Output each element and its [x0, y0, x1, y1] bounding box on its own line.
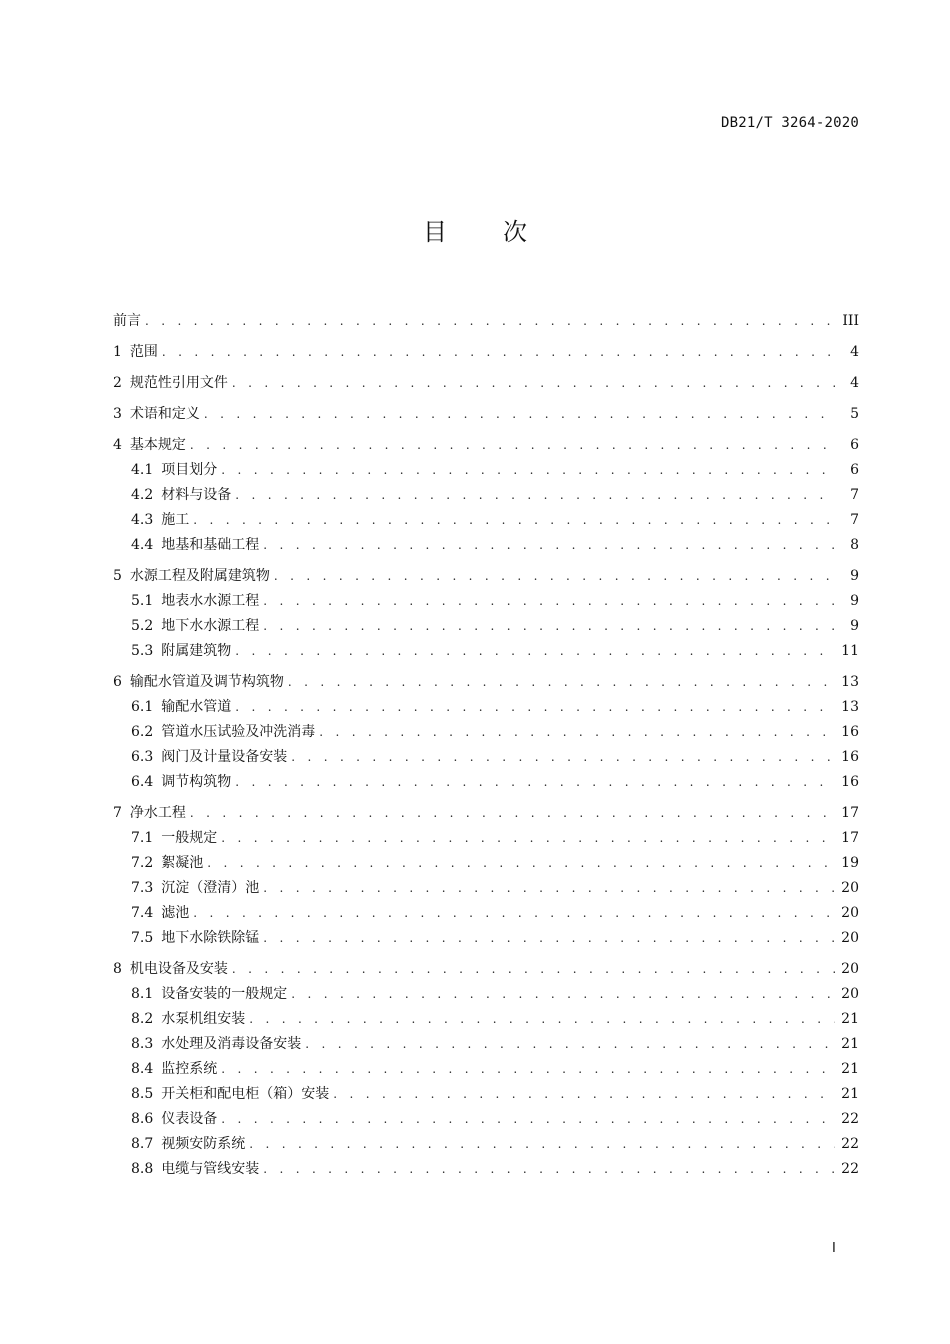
toc-entry-label: [131, 533, 263, 558]
toc-entry-page: 19: [841, 855, 859, 871]
toc-entry-number: 8.8: [131, 1161, 154, 1177]
toc-dot-leader: [263, 533, 835, 558]
toc-entry-label: [131, 851, 207, 876]
toc-entry-text: 开关柜和配电柜（箱）安装: [161, 1086, 330, 1102]
toc-entry-number: 5.2: [131, 618, 154, 634]
toc-dot-leader: [221, 1107, 835, 1132]
toc-entry[interactable]: [113, 957, 859, 982]
toc-entry-label: [131, 1107, 221, 1132]
toc-entry-page: 16: [841, 774, 859, 790]
toc-entry-number: 6: [113, 674, 122, 690]
toc-entry-text: 管道水压试验及冲洗消毒: [161, 724, 316, 740]
toc-entry-text: 调节构筑物: [161, 774, 232, 790]
toc-entry-page: 16: [841, 749, 859, 765]
toc-entry-number: 6.4: [131, 774, 154, 790]
toc-entry-label: [113, 564, 274, 589]
toc-entry[interactable]: [113, 1107, 859, 1132]
toc-entry-text: 絮凝池: [161, 855, 204, 871]
toc-entry[interactable]: [113, 508, 859, 533]
toc-entry[interactable]: [113, 720, 859, 745]
toc-dot-leader: [235, 639, 835, 664]
toc-entry-number: 7.4: [131, 905, 154, 921]
toc-dot-leader: [232, 371, 835, 396]
toc-entry-page: 22: [841, 1111, 859, 1127]
toc-entry-label: [131, 458, 221, 483]
toc-dot-leader: [190, 801, 835, 826]
toc-entry-label: [131, 745, 291, 770]
toc-entry-text: 电缆与管线安装: [161, 1161, 260, 1177]
toc-entry-text: 项目划分: [161, 462, 218, 478]
toc-entry[interactable]: [113, 1007, 859, 1032]
toc-dot-leader: [263, 876, 835, 901]
toc-dot-leader: [190, 433, 835, 458]
toc-dot-leader: [291, 982, 835, 1007]
toc-entry-label: [113, 309, 145, 334]
toc-entry-number: 7.5: [131, 930, 154, 946]
toc-entry[interactable]: [113, 801, 859, 826]
toc-entry-label: [131, 876, 263, 901]
toc-entry-number: 8: [113, 961, 122, 977]
toc-dot-leader: [291, 745, 835, 770]
toc-dot-leader: [193, 901, 835, 926]
toc-dot-leader: [193, 508, 835, 533]
toc-entry-text: 一般规定: [161, 830, 218, 846]
toc-entry-page: 20: [841, 930, 859, 946]
toc-dot-leader: [263, 589, 835, 614]
toc-entry-text: 附属建筑物: [161, 643, 232, 659]
toc-dot-leader: [232, 957, 835, 982]
toc-entry-number: 3: [113, 406, 122, 422]
toc-dot-leader: [235, 483, 835, 508]
toc-entry-number: 4.1: [131, 462, 154, 478]
toc-dot-leader: [235, 770, 835, 795]
toc-entry-text: 阀门及计量设备安装: [161, 749, 288, 765]
toc-entry[interactable]: [113, 1157, 859, 1182]
toc-dot-leader: [162, 340, 835, 365]
toc-entry-label: [113, 340, 162, 365]
toc-dot-leader: [274, 564, 835, 589]
toc-dot-leader: [333, 1082, 835, 1107]
toc-entry-page: 17: [841, 830, 859, 846]
toc-entry[interactable]: [113, 876, 859, 901]
toc-entry-page: 9: [850, 618, 859, 634]
toc-entry-label: [131, 614, 263, 639]
toc-dot-leader: [235, 695, 835, 720]
toc-entry-label: [131, 589, 263, 614]
toc-dot-leader: [207, 851, 835, 876]
toc-entry-page: 13: [841, 674, 859, 690]
toc-entry-number: 5.3: [131, 643, 154, 659]
toc-entry-text: 施工: [161, 512, 190, 528]
toc-entry-label: [131, 1082, 333, 1107]
toc-entry-number: 5: [113, 568, 122, 584]
toc-entry-page: 17: [841, 805, 859, 821]
toc-dot-leader: [263, 926, 835, 951]
toc-entry-page: 11: [841, 643, 859, 659]
page-number: I: [832, 1241, 836, 1256]
toc-entry-label: [131, 639, 235, 664]
toc-entry-text: 地下水除铁除锰: [161, 930, 260, 946]
toc-dot-leader: [145, 309, 835, 334]
toc-entry-page: 7: [850, 512, 859, 528]
toc-entry-number: 2: [113, 375, 122, 391]
toc-entry-number: 8.6: [131, 1111, 154, 1127]
toc-entry[interactable]: [113, 458, 859, 483]
toc-dot-leader: [221, 458, 835, 483]
toc-entry[interactable]: [113, 639, 859, 664]
toc-entry-number: 5.1: [131, 593, 154, 609]
toc-entry[interactable]: [113, 340, 859, 365]
toc-entry-number: 7: [113, 805, 122, 821]
toc-entry-label: [131, 982, 291, 1007]
toc-entry-page: 20: [841, 986, 859, 1002]
toc-entry[interactable]: [113, 745, 859, 770]
toc-entry-label: [113, 957, 232, 982]
toc-entry-text: 视频安防系统: [161, 1136, 246, 1152]
toc-entry-page: 4: [850, 344, 859, 360]
toc-entry-label: [113, 670, 288, 695]
toc-dot-leader: [319, 720, 835, 745]
toc-entry[interactable]: [113, 533, 859, 558]
toc-entry[interactable]: [113, 1132, 859, 1157]
toc-entry-text: 滤池: [161, 905, 190, 921]
toc-entry-label: [131, 1157, 263, 1182]
toc-entry-label: [113, 433, 190, 458]
toc-dot-leader: [221, 826, 835, 851]
toc-entry-page: 9: [850, 593, 859, 609]
toc-entry-page: 21: [841, 1011, 859, 1027]
toc-entry-text: 地下水水源工程: [161, 618, 260, 634]
toc-entry-number: 4.3: [131, 512, 154, 528]
toc-entry-text: 规范性引用文件: [129, 375, 228, 391]
toc-entry-text: 水泵机组安装: [161, 1011, 246, 1027]
toc-entry[interactable]: [113, 851, 859, 876]
toc-entry-page: 21: [841, 1086, 859, 1102]
toc-entry-text: 地表水水源工程: [161, 593, 260, 609]
toc-entry-text: 水处理及消毒设备安装: [161, 1036, 302, 1052]
toc-entry-label: [131, 826, 221, 851]
toc-entry-page: 16: [841, 724, 859, 740]
toc-entry-number: 4.2: [131, 487, 154, 503]
toc-entry-number: 8.4: [131, 1061, 154, 1077]
toc-entry-label: [131, 1057, 221, 1082]
toc-entry-label: [113, 371, 232, 396]
toc-entry[interactable]: [113, 1057, 859, 1082]
toc-entry-text: 水源工程及附属建筑物: [129, 568, 270, 584]
toc-dot-leader: [249, 1007, 835, 1032]
toc-entry[interactable]: [113, 483, 859, 508]
toc-entry-label: [131, 901, 193, 926]
toc-dot-leader: [263, 614, 835, 639]
toc-entry[interactable]: [113, 402, 859, 427]
toc-entry-label: [131, 508, 193, 533]
toc-entry-text: 监控系统: [161, 1061, 218, 1077]
toc-entry-page: 20: [841, 905, 859, 921]
toc-entry-text: 输配水管道: [161, 699, 232, 715]
toc-entry-number: 8.1: [131, 986, 154, 1002]
toc-entry-number: 1: [113, 344, 122, 360]
toc-entry-number: 8.2: [131, 1011, 154, 1027]
toc-entry-page: 21: [841, 1036, 859, 1052]
toc-dot-leader: [249, 1132, 835, 1157]
toc-entry[interactable]: [113, 614, 859, 639]
toc-entry[interactable]: [113, 1032, 859, 1057]
toc-entry-text: 沉淀（澄清）池: [161, 880, 260, 896]
toc-entry-number: 7.3: [131, 880, 154, 896]
toc-entry-text: 机电设备及安装: [129, 961, 228, 977]
toc-entry[interactable]: [113, 589, 859, 614]
toc-entry[interactable]: [113, 826, 859, 851]
toc-entry[interactable]: [113, 901, 859, 926]
toc-entry-text: 设备安装的一般规定: [161, 986, 288, 1002]
toc-dot-leader: [263, 1157, 835, 1182]
toc-entry-page: 7: [850, 487, 859, 503]
toc-entry-text: 范围: [129, 344, 158, 360]
toc-entry[interactable]: [113, 926, 859, 951]
toc-entry-text: 前言: [113, 313, 141, 329]
toc-entry-page: 22: [841, 1161, 859, 1177]
toc-entry-text: 净水工程: [129, 805, 186, 821]
toc-dot-leader: [288, 670, 835, 695]
toc-entry-text: 材料与设备: [161, 487, 232, 503]
toc-entry-number: 7.1: [131, 830, 154, 846]
toc-entry[interactable]: [113, 1082, 859, 1107]
toc-dot-leader: [204, 402, 835, 427]
toc-entry-label: [131, 1032, 305, 1057]
toc-entry[interactable]: [113, 309, 859, 334]
toc-entry-label: [131, 695, 235, 720]
toc-entry[interactable]: [113, 371, 859, 396]
toc-entry-page: 9: [850, 568, 859, 584]
toc-entry-label: [131, 1132, 249, 1157]
table-of-contents: [113, 309, 859, 1182]
toc-entry-label: [113, 801, 190, 826]
toc-entry-page: 8: [850, 537, 859, 553]
toc-entry-number: 4: [113, 437, 122, 453]
toc-entry-page: 20: [841, 961, 859, 977]
toc-entry-text: 地基和基础工程: [161, 537, 260, 553]
toc-entry-page: 6: [850, 437, 859, 453]
toc-entry-label: [131, 770, 235, 795]
toc-entry-number: 7.2: [131, 855, 154, 871]
toc-entry[interactable]: [113, 564, 859, 589]
toc-entry-page: 13: [841, 699, 859, 715]
toc-entry-label: [131, 926, 263, 951]
document-code: DB21/T 3264-2020: [720, 115, 859, 131]
toc-entry-page: 21: [841, 1061, 859, 1077]
toc-entry-page: III: [842, 313, 859, 329]
toc-entry-number: 8.5: [131, 1086, 154, 1102]
toc-entry[interactable]: [113, 695, 859, 720]
toc-entry[interactable]: [113, 982, 859, 1007]
toc-entry-page: 22: [841, 1136, 859, 1152]
toc-entry-text: 基本规定: [129, 437, 186, 453]
toc-entry-label: [113, 402, 204, 427]
toc-entry-label: [131, 720, 319, 745]
toc-dot-leader: [305, 1032, 835, 1057]
toc-entry-page: 20: [841, 880, 859, 896]
toc-entry-text: 术语和定义: [129, 406, 200, 422]
toc-entry-page: 6: [850, 462, 859, 478]
toc-entry-number: 6.2: [131, 724, 154, 740]
toc-entry-number: 8.3: [131, 1036, 154, 1052]
toc-entry-number: 6.1: [131, 699, 154, 715]
toc-entry-label: [131, 1007, 249, 1032]
toc-entry-text: 仪表设备: [161, 1111, 218, 1127]
toc-entry-text: 输配水管道及调节构筑物: [129, 674, 284, 690]
toc-entry-page: 4: [850, 375, 859, 391]
toc-entry-number: 6.3: [131, 749, 154, 765]
toc-entry-number: 8.7: [131, 1136, 154, 1152]
toc-entry-label: [131, 483, 235, 508]
toc-dot-leader: [221, 1057, 835, 1082]
toc-entry-page: 5: [850, 406, 859, 422]
toc-entry-number: 4.4: [131, 537, 154, 553]
page-title: 目次: [423, 218, 583, 246]
toc-entry[interactable]: [113, 433, 859, 458]
toc-entry[interactable]: [113, 670, 859, 695]
toc-entry[interactable]: [113, 770, 859, 795]
